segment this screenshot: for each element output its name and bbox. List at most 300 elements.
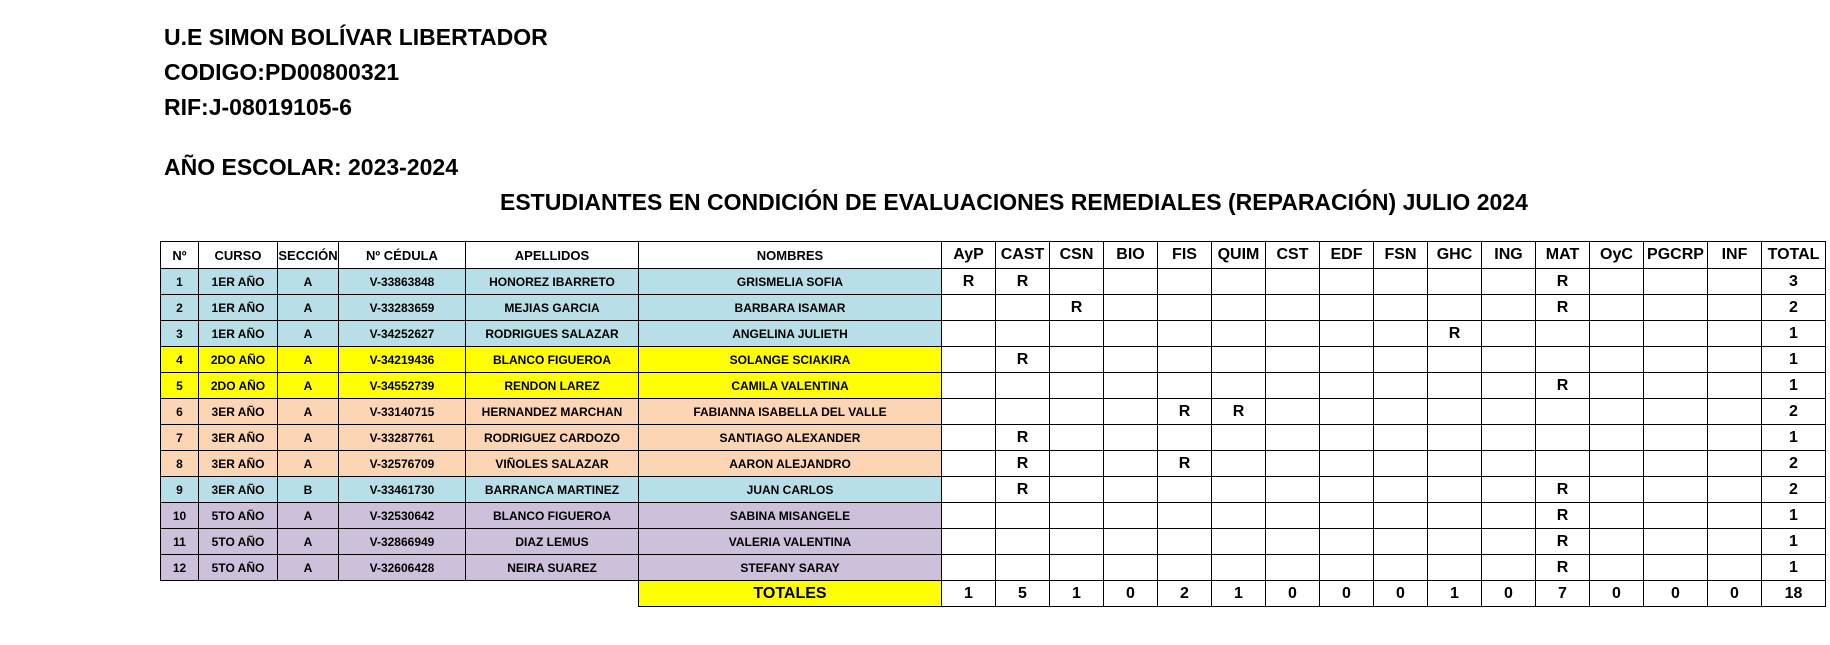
- total-grand: 18: [1762, 581, 1826, 607]
- table-row: [161, 295, 1826, 321]
- cell-quim: [1212, 295, 1266, 321]
- cell-pgcrp: [1644, 321, 1708, 347]
- cell-inf: [1708, 321, 1762, 347]
- cell-numero: 7: [161, 425, 199, 451]
- total-ing: 0: [1482, 581, 1536, 607]
- cell-mat: R: [1536, 269, 1590, 295]
- cell-pgcrp: [1644, 347, 1708, 373]
- col-header-apellidos: APELLIDOS: [466, 242, 639, 269]
- cell-bio: [1104, 321, 1158, 347]
- cell-csn: [1050, 477, 1104, 503]
- col-header-bio: BIO: [1104, 242, 1158, 269]
- cell-pgcrp: [1644, 295, 1708, 321]
- school-code: CODIGO:PD00800321: [164, 59, 400, 85]
- cell-nombres: ANGELINA JULIETH: [639, 321, 942, 347]
- table-row: [161, 477, 1826, 503]
- cell-ing: [1482, 503, 1536, 529]
- cell-total: 1: [1762, 425, 1826, 451]
- cell-pgcrp: [1644, 555, 1708, 581]
- cell-inf: [1708, 555, 1762, 581]
- cell-inf: [1708, 347, 1762, 373]
- cell-csn: [1050, 347, 1104, 373]
- cell-edf: [1320, 425, 1374, 451]
- cell-ing: [1482, 373, 1536, 399]
- cell-bio: [1104, 503, 1158, 529]
- cell-quim: [1212, 555, 1266, 581]
- cell-cast: [996, 555, 1050, 581]
- cell-curso: 3ER AÑO: [199, 451, 278, 477]
- cell-nombres: CAMILA VALENTINA: [639, 373, 942, 399]
- cell-ghc: [1428, 399, 1482, 425]
- cell-bio: [1104, 425, 1158, 451]
- cell-cedula: V-32576709: [339, 451, 466, 477]
- cell-seccion: B: [278, 477, 339, 503]
- cell-quim: [1212, 529, 1266, 555]
- cell-ayp: [942, 529, 996, 555]
- col-header-fsn: FSN: [1374, 242, 1428, 269]
- total-fis: 2: [1158, 581, 1212, 607]
- cell-cst: [1266, 321, 1320, 347]
- cell-ayp: [942, 321, 996, 347]
- col-header-edf: EDF: [1320, 242, 1374, 269]
- cell-apellidos: RODRIGUES SALAZAR: [466, 321, 639, 347]
- cell-total: 2: [1762, 399, 1826, 425]
- cell-ing: [1482, 321, 1536, 347]
- cell-apellidos: DIAZ LEMUS: [466, 529, 639, 555]
- cell-inf: [1708, 269, 1762, 295]
- cell-seccion: A: [278, 295, 339, 321]
- cell-cast: R: [996, 347, 1050, 373]
- cell-ghc: [1428, 425, 1482, 451]
- cell-ing: [1482, 477, 1536, 503]
- cell-numero: 1: [161, 269, 199, 295]
- total-quim: 1: [1212, 581, 1266, 607]
- cell-apellidos: NEIRA SUAREZ: [466, 555, 639, 581]
- cell-cedula: V-34552739: [339, 373, 466, 399]
- cell-csn: [1050, 529, 1104, 555]
- cell-bio: [1104, 347, 1158, 373]
- cell-ing: [1482, 295, 1536, 321]
- cell-fis: [1158, 347, 1212, 373]
- cell-nombres: SOLANGE SCIAKIRA: [639, 347, 942, 373]
- table-row: [161, 347, 1826, 373]
- cell-curso: 1ER AÑO: [199, 269, 278, 295]
- cell-fsn: [1374, 399, 1428, 425]
- cell-cedula: V-33461730: [339, 477, 466, 503]
- cell-cast: [996, 503, 1050, 529]
- cell-fis: R: [1158, 451, 1212, 477]
- cell-curso: 5TO AÑO: [199, 555, 278, 581]
- cell-total: 2: [1762, 451, 1826, 477]
- cell-csn: [1050, 503, 1104, 529]
- cell-ghc: [1428, 503, 1482, 529]
- cell-seccion: A: [278, 347, 339, 373]
- cell-quim: [1212, 451, 1266, 477]
- cell-edf: [1320, 399, 1374, 425]
- cell-fsn: [1374, 269, 1428, 295]
- cell-quim: [1212, 347, 1266, 373]
- table-row: [161, 321, 1826, 347]
- cell-fsn: [1374, 451, 1428, 477]
- cell-ing: [1482, 399, 1536, 425]
- cell-ghc: [1428, 347, 1482, 373]
- cell-fis: [1158, 269, 1212, 295]
- cell-oyc: [1590, 399, 1644, 425]
- cell-cast: [996, 295, 1050, 321]
- totals-row: [161, 581, 1826, 607]
- table-row: [161, 399, 1826, 425]
- cell-seccion: A: [278, 321, 339, 347]
- cell-cast: [996, 399, 1050, 425]
- col-header-numero: Nº: [161, 242, 199, 269]
- cell-edf: [1320, 269, 1374, 295]
- cell-quim: [1212, 477, 1266, 503]
- col-header-pgcrp: PGCRP: [1644, 242, 1708, 269]
- cell-cedula: V-33283659: [339, 295, 466, 321]
- cell-ing: [1482, 555, 1536, 581]
- table-row: [161, 503, 1826, 529]
- total-ayp: 1: [942, 581, 996, 607]
- cell-seccion: A: [278, 269, 339, 295]
- col-header-cast: CAST: [996, 242, 1050, 269]
- cell-pgcrp: [1644, 269, 1708, 295]
- col-header-csn: CSN: [1050, 242, 1104, 269]
- cell-oyc: [1590, 451, 1644, 477]
- cell-oyc: [1590, 425, 1644, 451]
- cell-cst: [1266, 555, 1320, 581]
- cell-cedula: V-34219436: [339, 347, 466, 373]
- cell-curso: 2DO AÑO: [199, 373, 278, 399]
- cell-csn: [1050, 399, 1104, 425]
- cell-cst: [1266, 347, 1320, 373]
- col-header-ghc: GHC: [1428, 242, 1482, 269]
- header-row: [161, 242, 1826, 269]
- cell-pgcrp: [1644, 399, 1708, 425]
- cell-ghc: R: [1428, 321, 1482, 347]
- cell-cast: R: [996, 451, 1050, 477]
- cell-apellidos: HERNANDEZ MARCHAN: [466, 399, 639, 425]
- cell-oyc: [1590, 503, 1644, 529]
- cell-seccion: A: [278, 555, 339, 581]
- cell-cst: [1266, 503, 1320, 529]
- cell-fsn: [1374, 347, 1428, 373]
- cell-cst: [1266, 269, 1320, 295]
- cell-cst: [1266, 529, 1320, 555]
- table-row: [161, 451, 1826, 477]
- cell-inf: [1708, 295, 1762, 321]
- cell-fsn: [1374, 529, 1428, 555]
- cell-bio: [1104, 529, 1158, 555]
- cell-ing: [1482, 347, 1536, 373]
- cell-pgcrp: [1644, 373, 1708, 399]
- cell-cast: R: [996, 269, 1050, 295]
- cell-numero: 3: [161, 321, 199, 347]
- total-oyc: 0: [1590, 581, 1644, 607]
- total-cast: 5: [996, 581, 1050, 607]
- cell-pgcrp: [1644, 503, 1708, 529]
- cell-cst: [1266, 451, 1320, 477]
- cell-cast: [996, 373, 1050, 399]
- cell-inf: [1708, 451, 1762, 477]
- cell-fis: [1158, 295, 1212, 321]
- cell-csn: [1050, 425, 1104, 451]
- cell-nombres: VALERIA VALENTINA: [639, 529, 942, 555]
- cell-nombres: GRISMELIA SOFIA: [639, 269, 942, 295]
- cell-cast: [996, 529, 1050, 555]
- cell-total: 1: [1762, 373, 1826, 399]
- cell-fis: R: [1158, 399, 1212, 425]
- cell-ghc: [1428, 295, 1482, 321]
- cell-inf: [1708, 425, 1762, 451]
- cell-mat: R: [1536, 373, 1590, 399]
- cell-inf: [1708, 503, 1762, 529]
- cell-bio: [1104, 555, 1158, 581]
- cell-cast: R: [996, 477, 1050, 503]
- cell-fis: [1158, 373, 1212, 399]
- cell-ghc: [1428, 477, 1482, 503]
- cell-nombres: STEFANY SARAY: [639, 555, 942, 581]
- cell-csn: [1050, 451, 1104, 477]
- cell-total: 3: [1762, 269, 1826, 295]
- cell-ayp: [942, 295, 996, 321]
- cell-bio: [1104, 477, 1158, 503]
- total-edf: 0: [1320, 581, 1374, 607]
- cell-oyc: [1590, 373, 1644, 399]
- cell-pgcrp: [1644, 425, 1708, 451]
- cell-apellidos: VIÑOLES SALAZAR: [466, 451, 639, 477]
- col-header-seccion: SECCIÓN: [278, 242, 339, 269]
- cell-cast: R: [996, 425, 1050, 451]
- cell-ing: [1482, 269, 1536, 295]
- col-header-cedula: Nº CÉDULA: [339, 242, 466, 269]
- cell-quim: [1212, 425, 1266, 451]
- table-row: [161, 529, 1826, 555]
- cell-csn: [1050, 555, 1104, 581]
- cell-fis: [1158, 425, 1212, 451]
- cell-ing: [1482, 425, 1536, 451]
- cell-ayp: [942, 425, 996, 451]
- cell-quim: [1212, 503, 1266, 529]
- cell-fsn: [1374, 321, 1428, 347]
- cell-apellidos: MEJIAS GARCIA: [466, 295, 639, 321]
- cell-edf: [1320, 373, 1374, 399]
- cell-seccion: A: [278, 529, 339, 555]
- col-header-ing: ING: [1482, 242, 1536, 269]
- cell-ayp: [942, 451, 996, 477]
- cell-nombres: SABINA MISANGELE: [639, 503, 942, 529]
- cell-inf: [1708, 529, 1762, 555]
- cell-fsn: [1374, 425, 1428, 451]
- cell-cst: [1266, 477, 1320, 503]
- cell-fsn: [1374, 477, 1428, 503]
- cell-ayp: [942, 347, 996, 373]
- school-name: U.E SIMON BOLÍVAR LIBERTADOR: [164, 24, 548, 50]
- cell-ghc: [1428, 555, 1482, 581]
- cell-seccion: A: [278, 451, 339, 477]
- col-header-fis: FIS: [1158, 242, 1212, 269]
- cell-edf: [1320, 451, 1374, 477]
- col-header-curso: CURSO: [199, 242, 278, 269]
- cell-oyc: [1590, 321, 1644, 347]
- cell-bio: [1104, 399, 1158, 425]
- col-header-mat: MAT: [1536, 242, 1590, 269]
- cell-seccion: A: [278, 503, 339, 529]
- remedial-students-table: [160, 241, 1826, 607]
- cell-oyc: [1590, 269, 1644, 295]
- cell-seccion: A: [278, 399, 339, 425]
- cell-cedula: V-32606428: [339, 555, 466, 581]
- cell-cedula: V-32530642: [339, 503, 466, 529]
- cell-fsn: [1374, 373, 1428, 399]
- cell-nombres: SANTIAGO ALEXANDER: [639, 425, 942, 451]
- cell-curso: 5TO AÑO: [199, 503, 278, 529]
- cell-numero: 12: [161, 555, 199, 581]
- cell-apellidos: HONOREZ IBARRETO: [466, 269, 639, 295]
- cell-csn: [1050, 321, 1104, 347]
- cell-cst: [1266, 295, 1320, 321]
- cell-apellidos: BARRANCA MARTINEZ: [466, 477, 639, 503]
- cell-oyc: [1590, 477, 1644, 503]
- cell-total: 1: [1762, 321, 1826, 347]
- cell-edf: [1320, 477, 1374, 503]
- cell-curso: 5TO AÑO: [199, 529, 278, 555]
- cell-cst: [1266, 425, 1320, 451]
- cell-seccion: A: [278, 425, 339, 451]
- table-row: [161, 373, 1826, 399]
- cell-curso: 2DO AÑO: [199, 347, 278, 373]
- cell-bio: [1104, 373, 1158, 399]
- cell-csn: [1050, 269, 1104, 295]
- cell-total: 1: [1762, 529, 1826, 555]
- cell-edf: [1320, 503, 1374, 529]
- col-header-cst: CST: [1266, 242, 1320, 269]
- cell-mat: R: [1536, 555, 1590, 581]
- cell-numero: 8: [161, 451, 199, 477]
- cell-fis: [1158, 555, 1212, 581]
- cell-fsn: [1374, 503, 1428, 529]
- cell-quim: [1212, 373, 1266, 399]
- cell-edf: [1320, 321, 1374, 347]
- cell-curso: 1ER AÑO: [199, 295, 278, 321]
- cell-cedula: V-34252627: [339, 321, 466, 347]
- cell-mat: R: [1536, 529, 1590, 555]
- cell-apellidos: BLANCO FIGUEROA: [466, 347, 639, 373]
- cell-curso: 3ER AÑO: [199, 399, 278, 425]
- school-year: AÑO ESCOLAR: 2023-2024: [164, 154, 458, 180]
- col-header-inf: INF: [1708, 242, 1762, 269]
- cell-curso: 3ER AÑO: [199, 477, 278, 503]
- cell-numero: 6: [161, 399, 199, 425]
- cell-ayp: [942, 373, 996, 399]
- cell-apellidos: RODRIGUEZ CARDOZO: [466, 425, 639, 451]
- table-row: [161, 269, 1826, 295]
- cell-mat: [1536, 347, 1590, 373]
- cell-cedula: V-33863848: [339, 269, 466, 295]
- cell-cast: [996, 321, 1050, 347]
- cell-total: 1: [1762, 555, 1826, 581]
- cell-ayp: [942, 477, 996, 503]
- cell-fsn: [1374, 295, 1428, 321]
- cell-seccion: A: [278, 373, 339, 399]
- cell-ing: [1482, 451, 1536, 477]
- cell-edf: [1320, 555, 1374, 581]
- cell-ayp: [942, 399, 996, 425]
- cell-numero: 5: [161, 373, 199, 399]
- col-header-oyc: OyC: [1590, 242, 1644, 269]
- cell-bio: [1104, 269, 1158, 295]
- cell-ing: [1482, 529, 1536, 555]
- cell-total: 2: [1762, 477, 1826, 503]
- cell-quim: [1212, 269, 1266, 295]
- cell-inf: [1708, 477, 1762, 503]
- cell-csn: R: [1050, 295, 1104, 321]
- cell-numero: 9: [161, 477, 199, 503]
- cell-nombres: JUAN CARLOS: [639, 477, 942, 503]
- cell-mat: [1536, 399, 1590, 425]
- cell-oyc: [1590, 347, 1644, 373]
- cell-ayp: R: [942, 269, 996, 295]
- cell-fis: [1158, 321, 1212, 347]
- cell-numero: 11: [161, 529, 199, 555]
- cell-cst: [1266, 373, 1320, 399]
- cell-pgcrp: [1644, 451, 1708, 477]
- cell-csn: [1050, 373, 1104, 399]
- cell-apellidos: RENDON LAREZ: [466, 373, 639, 399]
- cell-fis: [1158, 529, 1212, 555]
- cell-mat: [1536, 321, 1590, 347]
- total-bio: 0: [1104, 581, 1158, 607]
- col-header-quim: QUIM: [1212, 242, 1266, 269]
- cell-total: 2: [1762, 295, 1826, 321]
- cell-cedula: V-33287761: [339, 425, 466, 451]
- cell-ayp: [942, 503, 996, 529]
- cell-nombres: FABIANNA ISABELLA DEL VALLE: [639, 399, 942, 425]
- col-header-ayp: AyP: [942, 242, 996, 269]
- cell-inf: [1708, 399, 1762, 425]
- cell-total: 1: [1762, 503, 1826, 529]
- totals-label: TOTALES: [639, 581, 942, 607]
- total-pgcrp: 0: [1644, 581, 1708, 607]
- cell-cedula: V-33140715: [339, 399, 466, 425]
- cell-oyc: [1590, 295, 1644, 321]
- cell-oyc: [1590, 529, 1644, 555]
- total-mat: 7: [1536, 581, 1590, 607]
- cell-mat: R: [1536, 477, 1590, 503]
- total-fsn: 0: [1374, 581, 1428, 607]
- cell-edf: [1320, 529, 1374, 555]
- total-inf: 0: [1708, 581, 1762, 607]
- cell-bio: [1104, 295, 1158, 321]
- col-header-nombres: NOMBRES: [639, 242, 942, 269]
- cell-curso: 1ER AÑO: [199, 321, 278, 347]
- cell-fsn: [1374, 555, 1428, 581]
- table-row: [161, 555, 1826, 581]
- cell-quim: [1212, 321, 1266, 347]
- cell-cedula: V-32866949: [339, 529, 466, 555]
- cell-pgcrp: [1644, 477, 1708, 503]
- table-row: [161, 425, 1826, 451]
- report-title: ESTUDIANTES EN CONDICIÓN DE EVALUACIONES REMEDIALES (REPARACIÓN) JULIO 2024: [500, 189, 1528, 215]
- cell-numero: 4: [161, 347, 199, 373]
- totals-spacer: [161, 581, 639, 607]
- cell-pgcrp: [1644, 529, 1708, 555]
- cell-edf: [1320, 347, 1374, 373]
- cell-ghc: [1428, 269, 1482, 295]
- cell-nombres: BARBARA ISAMAR: [639, 295, 942, 321]
- col-header-total: TOTAL: [1762, 242, 1826, 269]
- cell-nombres: AARON ALEJANDRO: [639, 451, 942, 477]
- cell-cst: [1266, 399, 1320, 425]
